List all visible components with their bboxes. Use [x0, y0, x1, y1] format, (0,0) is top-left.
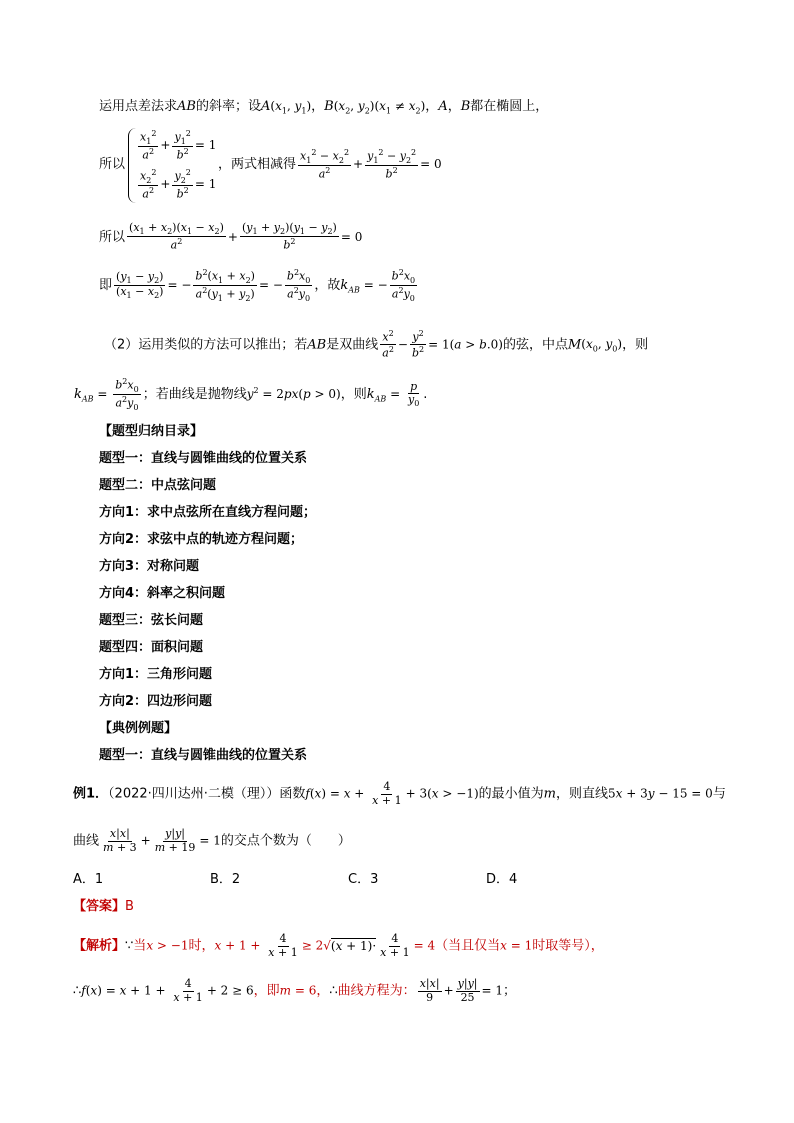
example1-line1: 例1．（2022·四川达州·二模（理））函数f(x) = x + $\frac{4}{x + 1}$ + 3(x > −1)的最小值为m，则直线5x + 3y − 15 = 0与: [73, 780, 726, 807]
catalog-item: 方向2：求弦中点的轨迹方程问题；: [99, 532, 304, 547]
option-c: C．3: [348, 872, 379, 887]
catalog-item: 方向3：对称问题: [99, 559, 200, 574]
para-setup: 运用点差法求AB的斜率；设$A(x_1$, $y_1$)，$B(x_2$, $y_2)(x_1 \ne x_2)$，A，B都在椭圆上，: [99, 99, 549, 116]
subtract-eq: ，两式相减得 $\frac{x_1^2 - x_2^2}{a^2}$ + $\frac{y_1^2 - y_2^2}{b^2}$ = 0: [218, 148, 442, 181]
examples-title: 【典例例题】: [99, 721, 178, 736]
analysis-line2: ∴f(x) = x + 1 + $\frac{4}{x + 1}$ + 2 ≥ 6，即m = 6，∴曲线方程为： $\frac{x|x|}{9}$ + $\frac{y|y|}{25}$ = 1；: [73, 977, 517, 1004]
para-hyperbola: （2）运用类似的方法可以推出；若AB是双曲线 $\frac{x^2}{a^2}$ − $\frac{y^2}{b^2}$ = 1(a > b.0)的弦，中点$M(x_0$, $y_0$)，则: [104, 329, 649, 360]
example1-line2: 曲线 $\frac{x|x|}{m + 3}$ + $\frac{y|y|}{m + 19}$ = 1的交点个数为（ ）: [73, 827, 351, 854]
catalog-item: 题型四：面积问题: [99, 640, 204, 655]
catalog-item: 方向1：求中点弦所在直线方程问题；: [99, 505, 317, 520]
ratio-eq: 即 $\frac{(y_1 - y_2)}{(x_1 - x_2)}$ = − $\frac{b^2(x_1 + x_2)}{a^2(y_1 + y_2)}$ = − $\frac{b^2x_0}{a^2y_0}$ ，故$k_{AB}$ = − $\frac{b^2x_0}{a^2y_0}$: [99, 268, 416, 303]
system-eq1: $\frac{x_1^2}{a^2}$ + $\frac{y_1^2}{b^2}$ = 1: [140, 129, 217, 162]
answer: 【答案】B: [73, 899, 134, 914]
catalog-item: 方向2：四边形问题: [99, 694, 213, 709]
option-d: D．4: [486, 872, 518, 887]
analysis-line1: 【解析】∵当x > −1时，x + 1 + $\frac{4}{x + 1}$ ≥ 2√(x + 1)· $\frac{4}{x + 1}$ = 4（当且仅当x = 1时取等号），: [73, 932, 604, 959]
factored-eq: 所以 $\frac{(x_1 + x_2)(x_1 - x_2)}{a^2}$ + $\frac{(y_1 + y_2)(y_1 - y_2)}{b^2}$ = 0: [99, 221, 363, 253]
para-parabola: $k_{AB}$ = $\frac{b^2x_0}{a^2y_0}$ ；若曲线是抛物线$y^2 = 2px(p > 0)$，则$k_{AB}$ = $\frac{p}{y_0}$ .: [74, 377, 428, 412]
catalog-item: 方向1：三角形问题: [99, 667, 213, 682]
catalog-item: 题型二：中点弦问题: [99, 478, 217, 493]
catalog-item: 方向4：斜率之积问题: [99, 586, 226, 601]
para-so: 所以: [99, 157, 126, 172]
catalog-title: 【题型归纳目录】: [99, 424, 204, 439]
catalog-item: 题型一：直线与圆锥曲线的位置关系: [99, 451, 308, 466]
option-b: B．2: [210, 872, 241, 887]
option-a: A．1: [73, 872, 104, 887]
catalog-item: 题型三：弦长问题: [99, 613, 204, 628]
example-type: 题型一：直线与圆锥曲线的位置关系: [99, 748, 308, 763]
system-eq2: $\frac{x_2^2}{a^2}$ + $\frac{y_2^2}{b^2}$ = 1: [140, 168, 217, 201]
